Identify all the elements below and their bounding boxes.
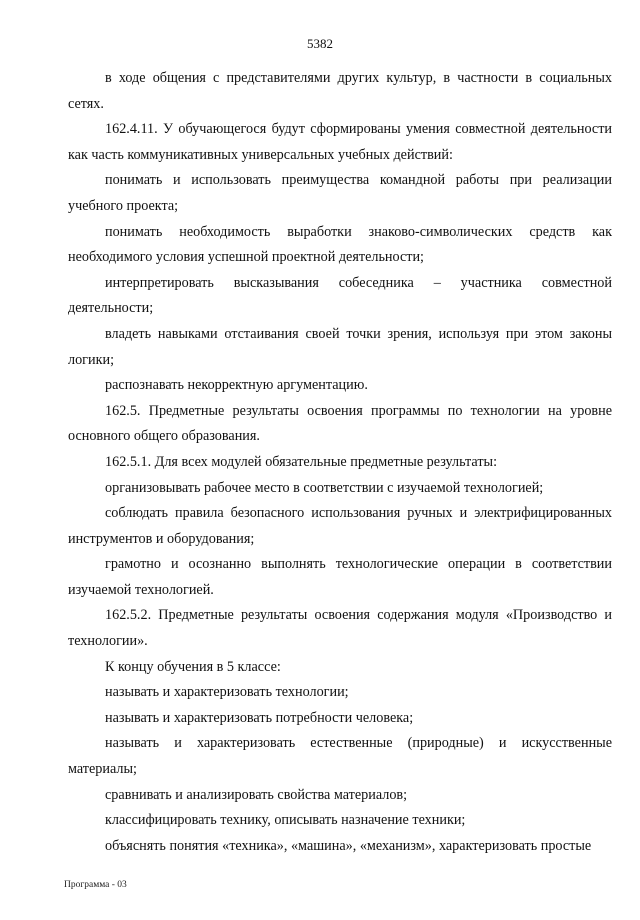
paragraph: понимать необходимость выработки знаково-символических средств как необходимого условия успешной проектной деятельности;	[68, 223, 612, 266]
paragraph: соблюдать правила безопасного использования ручных и электрифицированных инструментов и оборудования;	[68, 505, 612, 547]
paragraph: 162.5.1. Для всех модулей обязательные предметные результаты:	[105, 453, 498, 470]
paragraph: 162.5. Предметные результаты освоения программы по технологии на уровне основного общего образования.	[68, 402, 612, 445]
paragraph: владеть навыками отстаивания своей точки зрения, используя при этом законы логики;	[68, 325, 612, 368]
paragraph: сравнивать и анализировать свойства материалов;	[105, 786, 408, 803]
footer-program-label: Программа - 03	[64, 880, 127, 890]
paragraph: распознавать некорректную аргументацию.	[105, 377, 368, 394]
paragraph: объяснять понятия «техника», «машина», «механизм», характеризовать простые	[105, 837, 592, 854]
paragraph: грамотно и осознанно выполнять технологические операции в соответствии изучаемой технологией.	[68, 556, 612, 598]
paragraph: К концу обучения в 5 классе:	[105, 658, 281, 675]
paragraph: интерпретировать высказывания собеседника – участника совместной деятельности;	[68, 274, 612, 317]
paragraph: называть и характеризовать естественные (природные) и искусственные материалы;	[68, 735, 612, 778]
page-number: 5382	[307, 36, 333, 51]
paragraph: понимать и использовать преимущества командной работы при реализации учебного проекта;	[68, 172, 612, 214]
paragraph: 162.4.11. У обучающегося будут сформированы умения совместной деятельности как часть коммуникативных универсальных учебных действий:	[68, 121, 612, 163]
paragraph: классифицировать технику, описывать назначение техники;	[105, 812, 466, 829]
document-body	[68, 66, 612, 859]
paragraph: называть и характеризовать потребности человека;	[105, 709, 414, 726]
paragraph: организовывать рабочее место в соответствии с изучаемой технологией;	[105, 479, 544, 496]
paragraph: называть и характеризовать технологии;	[105, 684, 349, 701]
paragraph: в ходе общения с представителями других культур, в частности в социальных сетях.	[68, 70, 612, 112]
paragraph: 162.5.2. Предметные результаты освоения содержания модуля «Производство и технологии».	[68, 607, 612, 650]
